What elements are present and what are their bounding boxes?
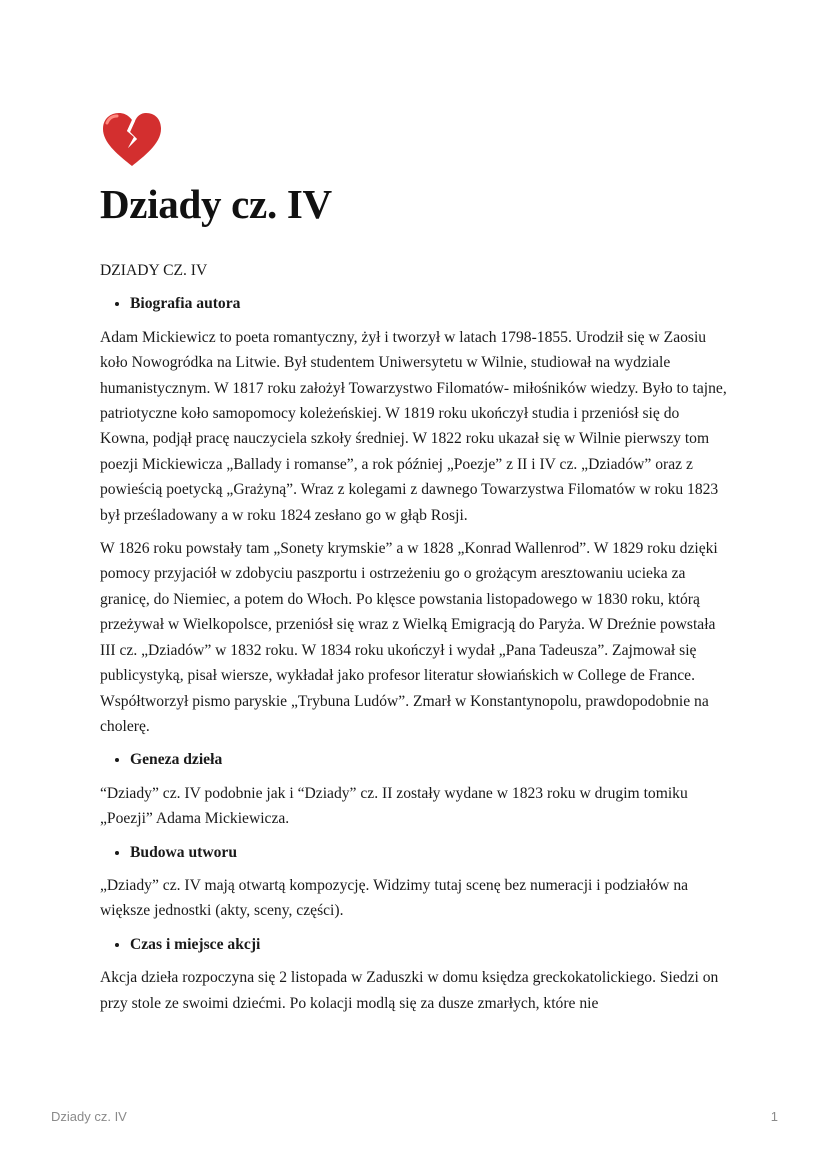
section-heading-list — [100, 840, 728, 865]
document-subtitle: DZIADY CZ. IV — [100, 262, 208, 279]
paragraph-geneza: “Dziady” cz. IV podobnie jak i “Dziady” cz. II zostały wydane w 1823 roku w drugim tomiku „Poezji” Adama Mickiewicza. — [100, 784, 688, 828]
paragraph-budowa: „Dziady” cz. IV mają otwartą kompozycję. Widzimy tutaj scenę bez numeracji i podziałów na większe jednostki (akty, sceny, części). — [100, 876, 689, 920]
section-heading-list — [100, 932, 728, 957]
section-heading-czas-miejsce: • Czas i miejsce akcji — [130, 932, 728, 957]
page-title: Dziady cz. IV — [100, 181, 332, 227]
section-heading-biografia: • Biografia autora — [130, 291, 728, 316]
section-heading-budowa: • Budowa utworu — [130, 840, 728, 865]
paragraph-biografia-1: Adam Mickiewicz to poeta romantyczny, żył i tworzył w latach 1798-1855. Urodził się w Zaosiu koło Nowogródka na Litwie. Był studentem Uniwersytetu w Wilnie, studiował na wydziale humanistycznym. W 1817 roku założył Towarzystwo Filomatów- miłośników wiedzy. Było to tajne, patriotyczne koło samopomocy koleżeńskiej. W 1819 roku ukończył studia i przeniósł się do Kowna, podjął pracę nauczyciela szkoły średniej. W 1822 roku ukazał się w Wilnie pierwszy tom poezji Mickiewicza „Ballady i romanse”, a rok później „Poezje” z II i IV cz. „Dziadów” oraz z powieścią poetycką „Grażyną”. Wraz z kolegami z dawnego Towarzystwa Filomatów w roku 1823 był prześladowany a w roku 1824 zesłano go w głąb Rosji. — [100, 328, 727, 524]
document-body — [100, 258, 728, 1024]
section-heading-list — [100, 291, 728, 316]
paragraph-biografia-2: W 1826 roku powstały tam „Sonety krymskie” a w 1828 „Konrad Wallenrod”. W 1829 roku dzięki pomocy przyjaciół w zdobyciu paszportu i ostrzeżeniu go o grożącym aresztowaniu ucieka za granicę, do Niemiec, a potem do Włoch. Po klęsce powstania listopadowego w 1830 roku, którą przeżywał w Wielkopolsce, przeniósł się wraz z Wielką Emigracją do Paryża. W Dreźnie powstała III cz. „Dziadów” w 1832 roku. W 1834 roku ukończył i wydał „Pana Tadeusza”. Zajmował się publicystyką, pisał wiersze, wykładał jako profesor literatur słowiańskich w College de France. Współtworzył pismo paryskie „Trybuna Ludów”. Zmarł w Konstantynopolu, prawdopodobnie na cholerę. — [100, 540, 718, 735]
footer-page-number: 1 — [770, 1109, 778, 1124]
paragraph-czas-miejsce: Akcja dzieła rozpoczyna się 2 listopada w Zaduszki w domu księdza greckokatolickiego. Siedzi on przy stole ze swoimi dziećmi. Po kolacji modlą się za dusze zmarłych, które nie — [100, 969, 719, 1012]
section-heading-list — [100, 747, 728, 772]
section-heading-geneza: • Geneza dzieła — [130, 747, 728, 772]
broken-heart-icon — [101, 111, 163, 169]
footer-document-title: Dziady cz. IV — [51, 1109, 127, 1124]
